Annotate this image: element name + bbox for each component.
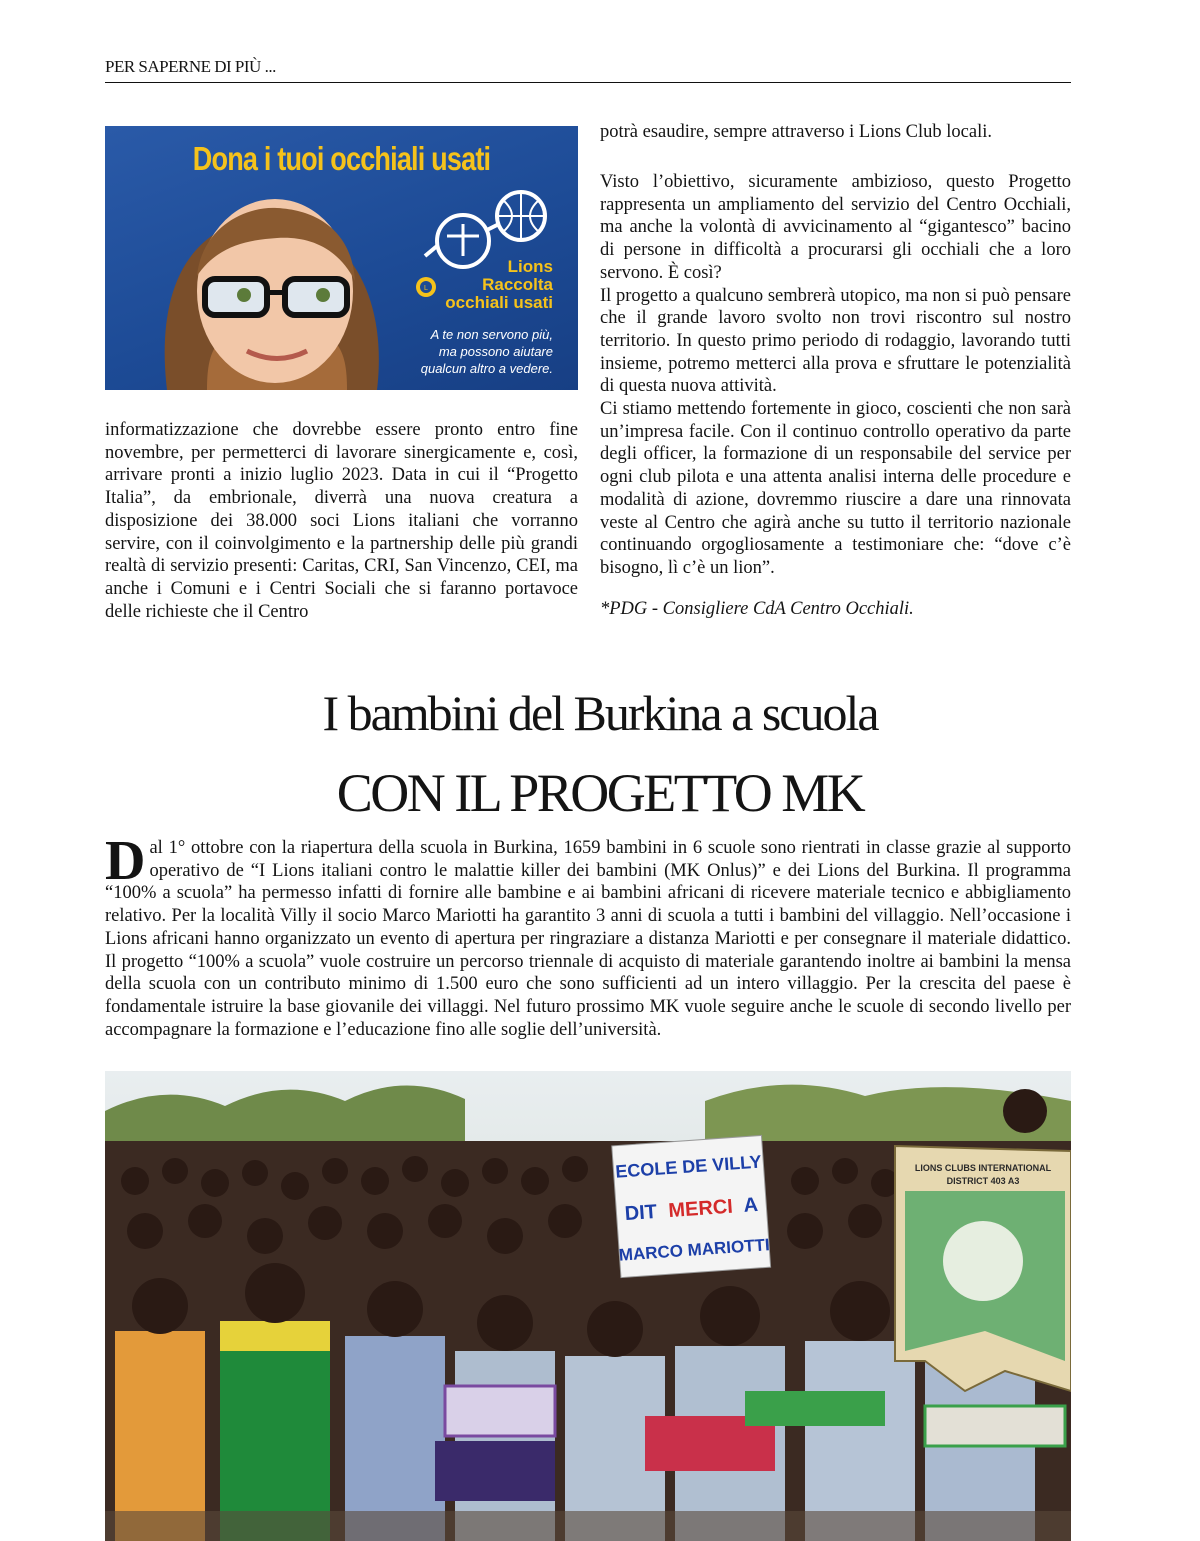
sign-text: DIT: [624, 1200, 658, 1226]
article-body-text: al 1° ottobre con la riapertura della scuola in Burkina, 1659 bambini in 6 scuole sono rientrati in classe grazie al supporto operativo de “I Lions italiani contro le malattie killer dei bambini (MK Onlus)” e dei Lions del Burkina. Il programma “100% a scuola” ha permesso infatti di fornire alle bambine e ai bambini africani di ricevere materiale tecnico e abbigliamento relativo. Per la località Villy il socio Marco Mariotti ha garantito 3 anni di scuola a tutti i bambini del villaggio. Nell’occasione i Lions africani hanno organizzato un evento di apertura per ringraziare a distanza Mariotti e per consegnare il materiale didattico. Il progetto “100% a scuola” vuole costruire un percorso triennale di acquisto di materiale garantendo inoltre ai bambini la mensa della scuola con un contributo minimo di 1.500 euro che sono sufficienti ad un intero villaggio. Per la crescita del paese è fondamentale istruire la base giovanile dei villaggi. Nel futuro prossimo MK vuole seguire anche le scuole di secondo livello per accompagnare la formazione e l’educazione fino alle soglie dell’università.: [105, 838, 1071, 1040]
sign-text: MERCI: [667, 1195, 734, 1223]
sign-text: A: [742, 1193, 759, 1217]
right-column-paragraph: Il progetto a qualcuno sembrerà utopico, ma non si può pensare che il grande lavoro svolto non trovi riscontro sul nostro territorio. In questo primo periodo di rodaggio, lavorando tutti insieme, potremo metterci alla prova e sfruttare le potenzialità di questa nuova attività.: [600, 285, 1071, 397]
left-column-text: informatizzazione che dovrebbe essere pronto entro fine novembre, per permetterci di lavorare sinergicamente e, così, arrivare pronti a inizio luglio 2023. Data in cui il “Progetto Italia”, da embrionale, diverrà una nuova creatura a disposizione dei 38.000 soci Lions italiani che vorranno servire, con il coinvolgimento e la partnership delle più grandi realtà di servizio presenti: Caritas, CRI, San Vincenzo, CEI, ma anche i Comuni e i Centri Sociali che si faranno portavoce delle richieste che il Centro: [105, 420, 578, 622]
article-subtitle: CON IL PROGETTO MK: [336, 763, 864, 823]
ad-banner: [105, 126, 578, 390]
ad-tagline-line: ma possono aiutare: [438, 344, 553, 359]
sign-text: ECOLE DE VILLY: [614, 1151, 763, 1182]
banner-text: DISTRICT 403 A3: [946, 1176, 1020, 1186]
right-column-paragraph: Ci stiamo mettendo fortemente in gioco, coscienti che non sarà un’impresa facile. Con il continuo controllo operativo da parte degli officer, la formazione di un responsabile del service per ogni club pilota e una attenta analisi interna delle procedure e modalità di azione, dovremmo riuscire a dare una rinnovata veste al Centro che agirà anche su tutto il territorio nazionale continuando orgogliosamente a testimoniare che: “dove c’è bisogno, lì c’è un lion”.: [600, 399, 1071, 578]
article-title: I bambini del Burkina a scuola: [322, 685, 878, 741]
ad-tagline-line: qualcun altro a vedere.: [420, 361, 553, 376]
sign-text: MARCO MARIOTTI: [618, 1235, 771, 1265]
author-credit: *PDG - Consigliere CdA Centro Occhiali.: [600, 599, 914, 619]
ad-brand-text: [413, 258, 553, 312]
ad-tagline: [395, 326, 553, 377]
ad-tagline-line: A te non servono più,: [430, 327, 553, 342]
ad-headline: Dona i tuoi occhiali usati: [192, 140, 491, 177]
header-divider: [105, 82, 1071, 83]
girl-with-glasses-image: [147, 186, 407, 390]
ad-brand-line: Raccolta: [482, 275, 553, 294]
ad-brand-line: occhiali usati: [445, 293, 553, 312]
right-column-paragraph: potrà esaudire, sempre attraverso i Lions Club locali.: [600, 122, 992, 142]
banner-text: LIONS CLUBS INTERNATIONAL: [914, 1163, 1052, 1173]
ad-brand-line: Lions: [507, 257, 553, 276]
section-label: PER SAPERNE DI PIÙ ...: [105, 57, 276, 76]
article-body: [105, 830, 1071, 1041]
svg-text:L: L: [424, 285, 428, 292]
drop-cap: D: [105, 830, 146, 892]
right-column-body: [600, 171, 1071, 580]
schoolchildren-photo: [105, 1071, 1071, 1541]
right-column-paragraph: Visto l’obiettivo, sicuramente ambizioso, questo Progetto rappresenta un ampliamento del servizio del Centro Occhiali, ma anche la volontà di avvicinamento al “gigantesco” bacino di persone in difficoltà a procurarsi gli occhiali che a loro servono. È così?: [600, 172, 1071, 283]
